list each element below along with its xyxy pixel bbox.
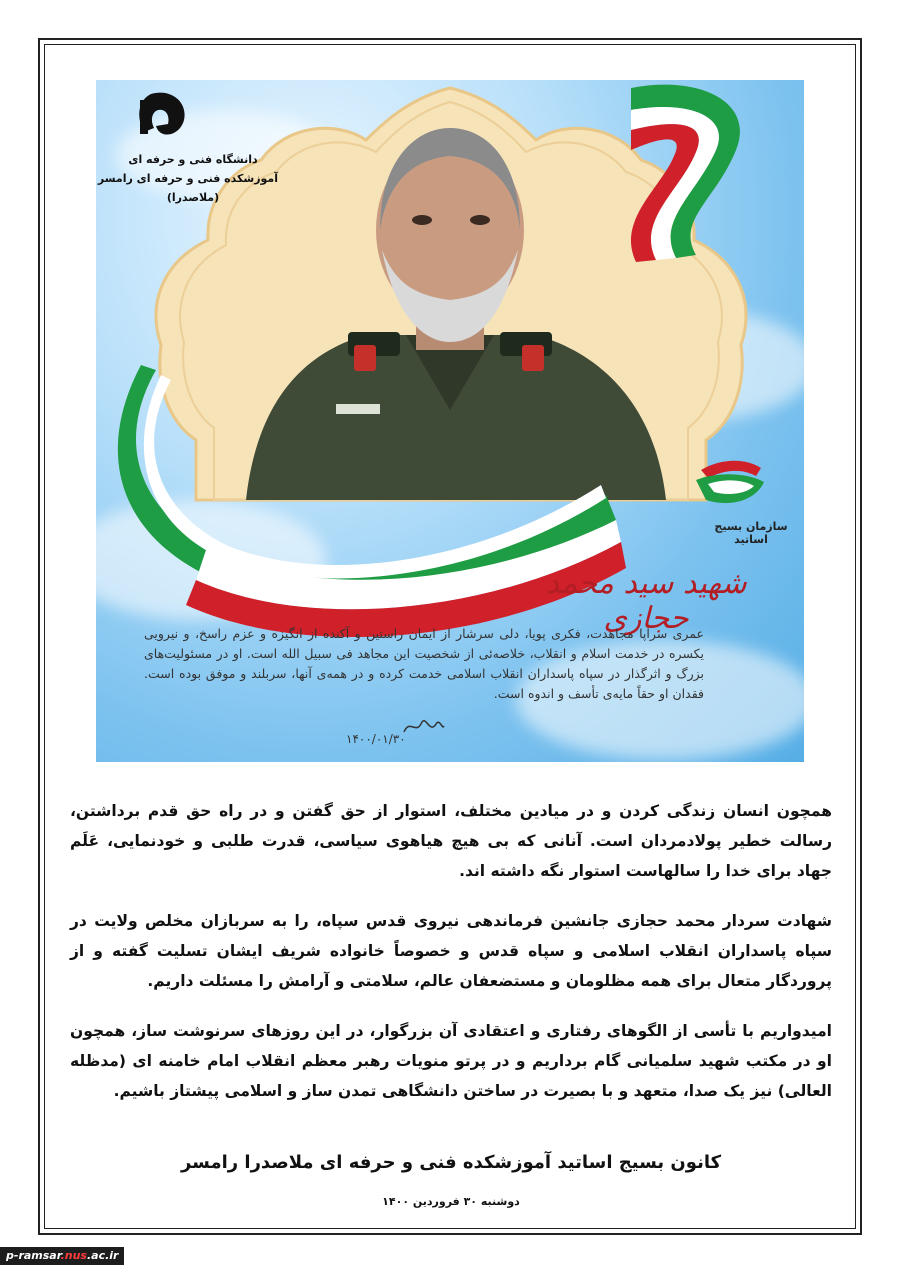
basij-org-label: سازمان بسیج اساتید bbox=[714, 520, 788, 546]
body-paragraph-2: شهادت سردار محمد حجازی جانشین فرماندهی نیروی قدس سپاه، را به سربازان مخلص ولایت در سپاه پاسداران انقلاب اسلامی و سپاه قدس و خصوصاً خانواده شریف ایشان تسلیت گفته و از پروردگار متعال برای همه مظلومان و مستضعفان عالم، سلامتی و آرامش را مسئلت داریم. bbox=[70, 912, 832, 990]
url-part-1: p-ramsar bbox=[6, 1249, 61, 1262]
memorial-poster bbox=[96, 80, 804, 762]
leader-signature bbox=[400, 712, 446, 740]
website-url-badge[interactable] bbox=[0, 1247, 124, 1265]
body-paragraph-3: امیدواریم با تأسی از الگوهای رفتاری و اعتقادی آن بزرگوار، در این روزهای سرنوشت ساز، همچون او در مکتب شهید سلمیانی گام برداریم و در پرتو منویات رهبر معظم انقلاب امام خامنه ای (مدظله العالی) نیز یک صدا، متعهد و با بصیرت در ساختن دانشگاهی تمدن ساز و اسلامی پیشتاز باشیم. bbox=[70, 1022, 832, 1100]
url-part-3: .ac.ir bbox=[86, 1249, 119, 1262]
poster-date: ۱۴۰۰/۰۱/۳۰ bbox=[346, 732, 406, 746]
college-logo-icon bbox=[139, 93, 184, 135]
martyr-calligraphy-title: شهید سید محمد حجازی bbox=[545, 566, 747, 636]
college-name: دانشگاه فنی و حرفه ای آموزشکده فنی و حرفه ای رامسر (ملاصدرا) bbox=[97, 153, 278, 204]
body-paragraph-1: همچون انسان زندگی کردن و در میادین مختلف، استوار از حق گفتن و در راه حق قدم برداشتن، رسالت خطیر پولادمردان است. آنانی که بی هیچ هیاهوی سیاسی، قدرت طلبی و خودنمایی، عَلَم جهاد برای خدا را سالهاست استوار نگه داشته اند. bbox=[70, 802, 832, 880]
poster-quote: عمری سراپا مجاهدت، فکری پویا، دلی سرشار از ایمان راستین و آکنده از انگیزه و عزم راسخ، و نیرویی یکسره در خدمت اسلام و انقلاب، خلاصه‌ئی از شخصیت این مجاهد فی سبیل الله است. او در مسئولیت‌های بزرگ و اثرگذار در سپاه پاسداران انقلاب اسلامی خدمت کرده و در همه‌ی آنها، سربلند و موفق بوده است. فقدان او حقاً مایه‌ی تأسف و اندوه است. bbox=[144, 626, 704, 701]
signature-line: کانون بسیج اساتید آموزشکده فنی و حرفه ای ملاصدرا رامسر bbox=[180, 1152, 722, 1173]
url-part-2: .nus bbox=[60, 1249, 87, 1262]
document-date: دوشنبه ۳۰ فروردین ۱۴۰۰ bbox=[382, 1195, 520, 1208]
